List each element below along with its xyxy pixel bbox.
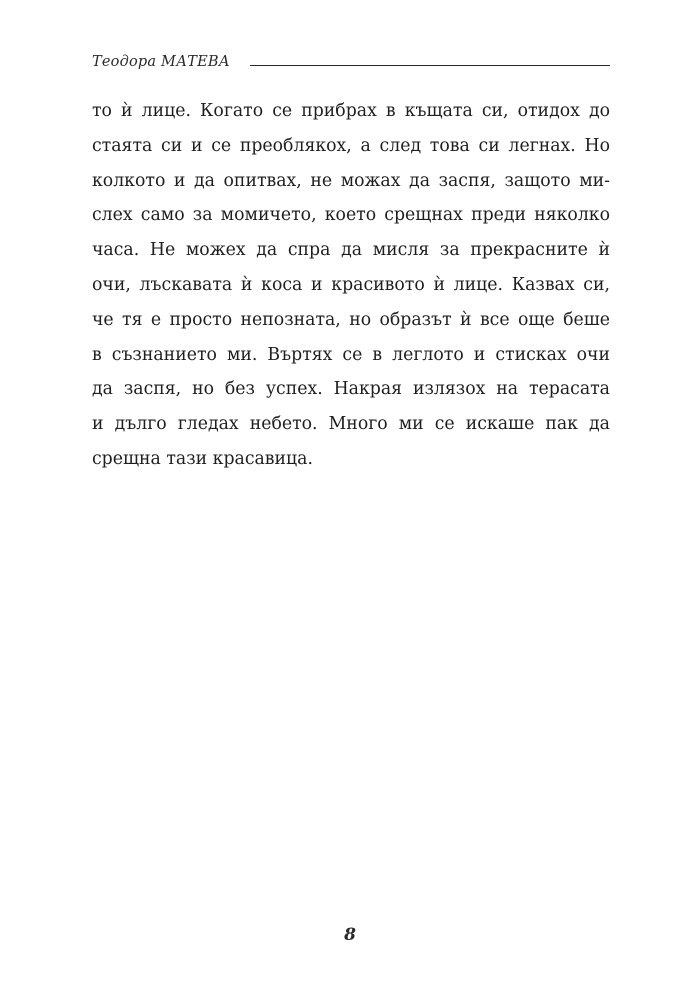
text-line: че тя е просто непозната, но образът ѝ все още беше bbox=[92, 309, 610, 330]
text-line: колкото и да опитвах, не можах да заспя, защото ми- bbox=[92, 170, 610, 191]
text-line: да заспя, но без успех. Накрая излязох на терасата bbox=[92, 379, 610, 400]
text-line: то ѝ лице. Когато се прибрах в къщата си, отидох до bbox=[92, 101, 610, 121]
text-line: в съзнанието ми. Въртях се в леглото и стисках очи bbox=[92, 344, 610, 365]
body-text bbox=[92, 94, 610, 477]
text-line: слех само за момичето, което срещнах преди няколко bbox=[92, 205, 610, 226]
page-number: 8 bbox=[344, 925, 356, 945]
text-line: очи, лъскавата ѝ коса и красивото ѝ лице. Казвах си, bbox=[92, 274, 610, 295]
text-line: стаята си и се преоблякох, а след това си легнах. Но bbox=[92, 135, 610, 156]
text-line: и дълго гледах небето. Много ми се искаше пак да bbox=[92, 414, 610, 435]
running-header bbox=[92, 50, 610, 74]
header-rule bbox=[250, 65, 610, 66]
text-line: часа. Не можех да спра да мисля за прекрасните ѝ bbox=[92, 240, 610, 261]
text-line-last: срещна тази красавица. bbox=[92, 448, 313, 469]
author-name: Теодора МАТЕВА bbox=[92, 54, 230, 70]
